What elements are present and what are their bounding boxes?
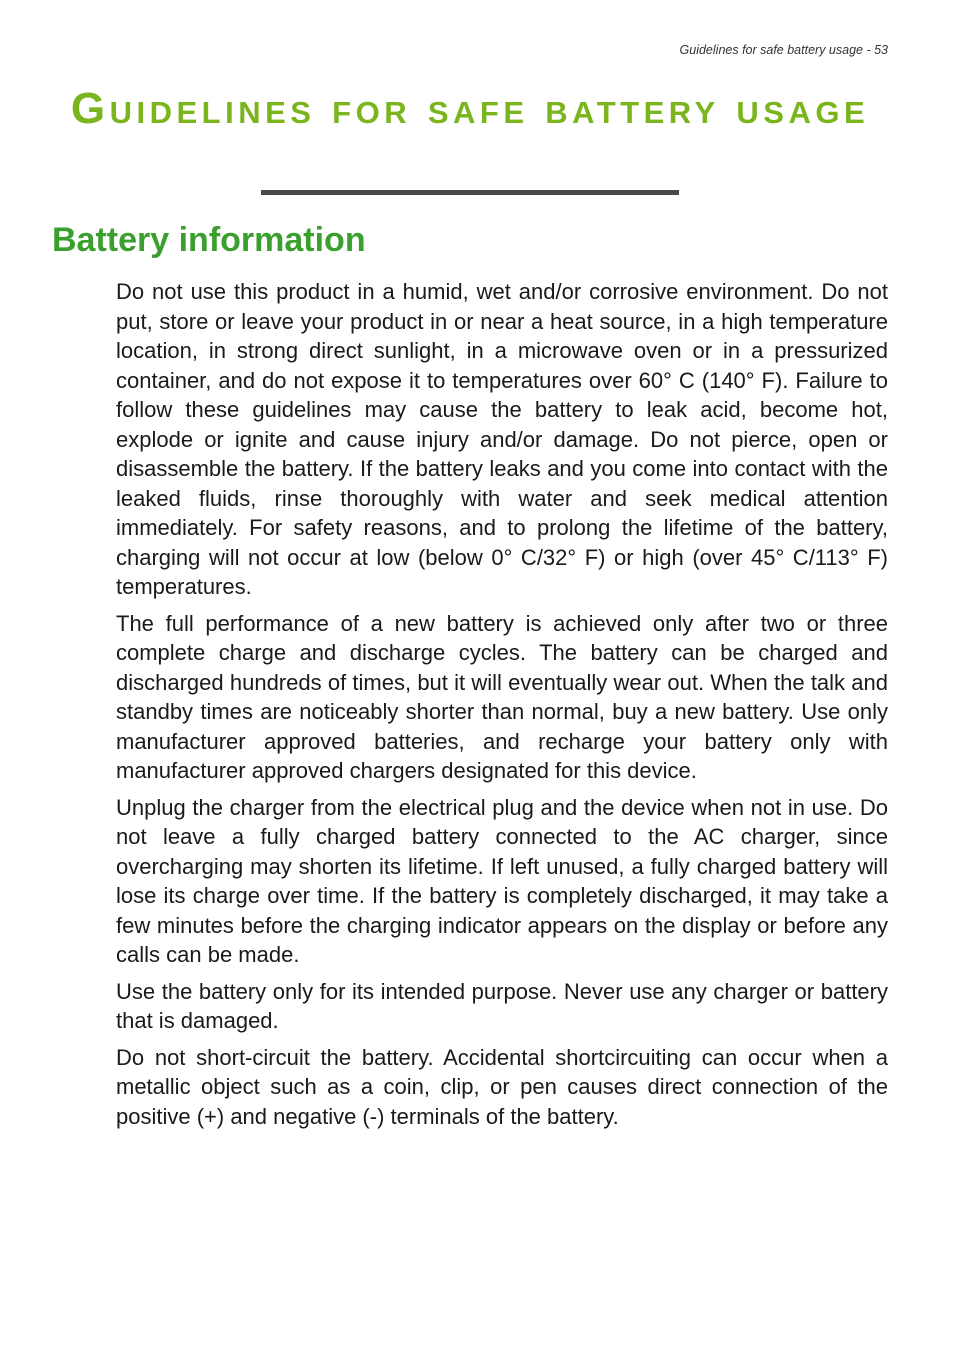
paragraph-charger-unplug: Unplug the charger from the electrical plug and the device when not in use. Do not leave a fully charged battery connected to the AC charger, since overcharging may shorten its lifetime. If left unused, a fully charged battery will lose its charge over time. If the battery is completely discharged, it may take a few minutes before the charging indicator appears on the display or before any calls can be made. — [116, 794, 888, 967]
chapter-title: Guidelines for safe battery usage — [70, 84, 870, 133]
running-header: Guidelines for safe battery usage - 53 — [679, 43, 888, 57]
paragraph-environment-warning: Do not use this product in a humid, wet and/or corrosive environment. Do not put, store or leave your product in or near a heat source, in a high temperature location, in strong direct sunlight, in a microwave oven or in a pressurized container, and do not expose it to temperatures over 60° C (140° F). Failure to follow these guidelines may cause the battery to leak acid, become hot, explode or ignite and cause injury and/or damage. Do not pierce, open or disassemble the battery. If the battery leaks and you come into contact with the leaked fluids, rinse thoroughly with water and seek medical attention immediately. For safety reasons, and to prolong the lifetime of the battery, charging will not occur at low (below 0° C/32° F) or high (over 45° C/113° F) temperatures. — [116, 279, 888, 599]
section-body — [116, 277, 888, 1138]
paragraph-short-circuit: Do not short-circuit the battery. Accidental shortcircuiting can occur when a metallic object such as a coin, clip, or pen causes direct connection of the positive (+) and negative (-) terminals of the battery. — [116, 1044, 888, 1129]
paragraph-intended-use: Use the battery only for its intended purpose. Never use any charger or battery that is damaged. — [116, 978, 888, 1033]
section-heading: Battery information — [52, 221, 366, 259]
paragraph-battery-performance: The full performance of a new battery is achieved only after two or three complete charge and discharge cycles. The battery can be charged and discharged hundreds of times, but it will eventually wear out. When the talk and standby times are noticeably shorter than normal, buy a new battery. Use only manufacturer approved batteries, and recharge your battery only with manufacturer approved chargers designated for this device. — [116, 610, 888, 783]
title-underline-rule — [261, 190, 679, 195]
